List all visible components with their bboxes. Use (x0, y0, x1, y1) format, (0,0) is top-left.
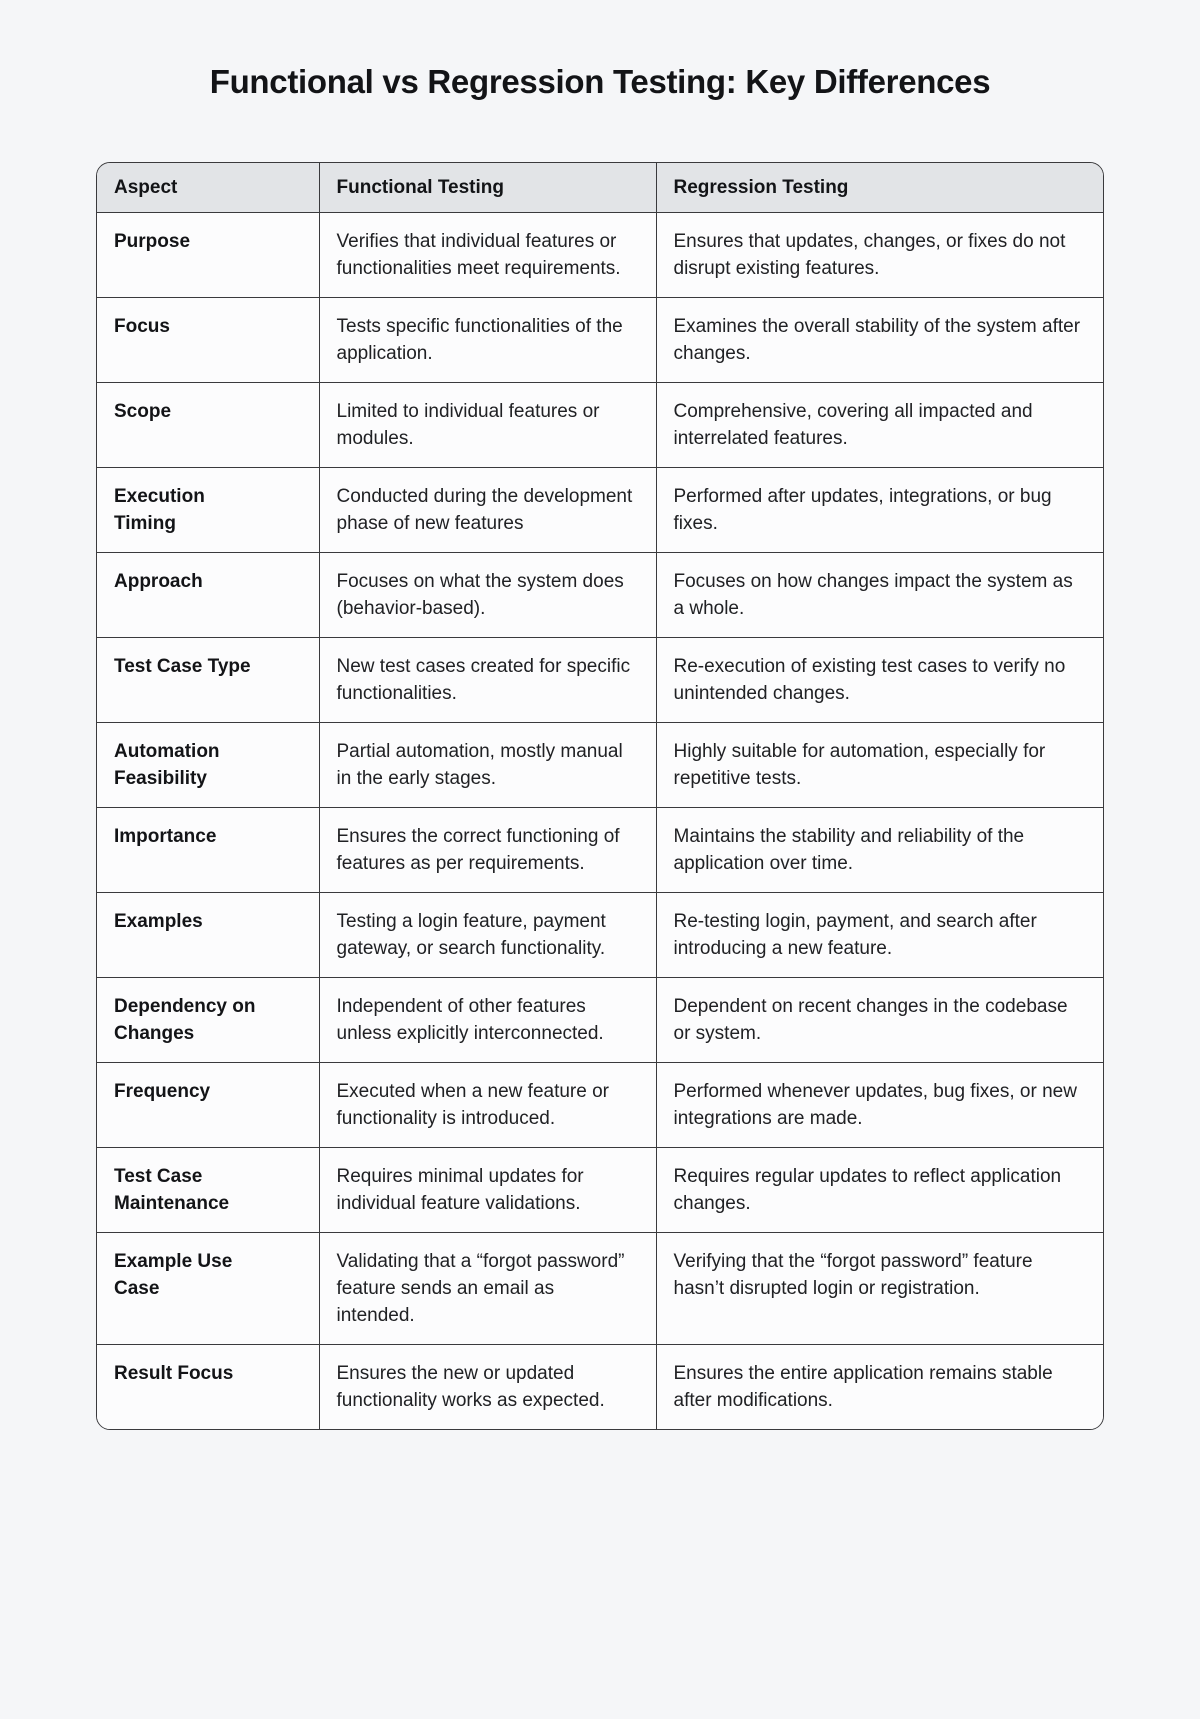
comparison-table-grid (97, 163, 1104, 1429)
page-title: Functional vs Regression Testing: Key Differences (209, 63, 991, 100)
regression-cell: Highly suitable for automation, especially for repetitive tests. (656, 723, 1104, 808)
aspect-cell (97, 638, 319, 723)
aspect-cell (97, 298, 319, 383)
functional-cell: Limited to individual features or modules. (319, 383, 656, 468)
table-row (97, 638, 1104, 723)
aspect-label: Automation Feasibility (114, 741, 220, 789)
regression-cell: Dependent on recent changes in the codebase or system. (656, 978, 1104, 1063)
functional-cell: Ensures the new or updated functionality works as expected. (319, 1345, 656, 1430)
comparison-table (96, 162, 1104, 1430)
regression-cell: Ensures the entire application remains stable after modifications. (656, 1345, 1104, 1430)
aspect-label: Test Case Type (114, 656, 251, 677)
table-row (97, 978, 1104, 1063)
aspect-label: Frequency (114, 1081, 211, 1102)
regression-cell: Focuses on how changes impact the system as a whole. (656, 553, 1104, 638)
regression-cell: Comprehensive, covering all impacted and interrelated features. (656, 383, 1104, 468)
aspect-cell (97, 213, 319, 298)
aspect-cell (97, 383, 319, 468)
table-row (97, 723, 1104, 808)
functional-cell: Partial automation, mostly manual in the early stages. (319, 723, 656, 808)
functional-cell: Testing a login feature, payment gateway, or search functionality. (319, 893, 656, 978)
aspect-label: Test Case Maintenance (114, 1166, 230, 1214)
regression-cell: Re-testing login, payment, and search after introducing a new feature. (656, 893, 1104, 978)
regression-cell: Ensures that updates, changes, or fixes do not disrupt existing features. (656, 213, 1104, 298)
table-row (97, 298, 1104, 383)
table-row (97, 1148, 1104, 1233)
regression-cell: Requires regular updates to reflect application changes. (656, 1148, 1104, 1233)
column-header-functional: Functional Testing (319, 163, 656, 213)
functional-cell: New test cases created for specific functionalities. (319, 638, 656, 723)
table-row (97, 213, 1104, 298)
functional-cell: Tests specific functionalities of the application. (319, 298, 656, 383)
table-body (97, 213, 1104, 1430)
column-header-aspect: Aspect (97, 163, 319, 213)
aspect-label: Result Focus (114, 1363, 234, 1384)
aspect-cell (97, 808, 319, 893)
functional-cell: Independent of other features unless explicitly interconnected. (319, 978, 656, 1063)
aspect-label: Purpose (114, 231, 191, 252)
regression-cell: Re-execution of existing test cases to verify no unintended changes. (656, 638, 1104, 723)
table-row (97, 1063, 1104, 1148)
aspect-label: Importance (114, 826, 217, 847)
functional-cell: Executed when a new feature or functionality is introduced. (319, 1063, 656, 1148)
aspect-label: Execution Timing (114, 486, 205, 534)
aspect-cell (97, 1233, 319, 1345)
table-row (97, 893, 1104, 978)
functional-cell: Validating that a “forgot password” feature sends an email as intended. (319, 1233, 656, 1345)
regression-cell: Performed whenever updates, bug fixes, or new integrations are made. (656, 1063, 1104, 1148)
regression-cell: Maintains the stability and reliability of the application over time. (656, 808, 1104, 893)
aspect-label: Focus (114, 316, 170, 337)
aspect-label: Dependency on Changes (114, 996, 256, 1044)
table-row (97, 468, 1104, 553)
regression-cell: Examines the overall stability of the system after changes. (656, 298, 1104, 383)
regression-cell: Performed after updates, integrations, or bug fixes. (656, 468, 1104, 553)
table-row (97, 808, 1104, 893)
table-row (97, 383, 1104, 468)
aspect-cell (97, 468, 319, 553)
table-row (97, 553, 1104, 638)
table-row (97, 1345, 1104, 1430)
aspect-cell (97, 1345, 319, 1430)
aspect-cell (97, 978, 319, 1063)
functional-cell: Verifies that individual features or functionalities meet requirements. (319, 213, 656, 298)
table-header-row (97, 163, 1104, 213)
functional-cell: Focuses on what the system does (behavior-based). (319, 553, 656, 638)
aspect-label: Example Use Case (114, 1251, 233, 1299)
column-header-regression: Regression Testing (656, 163, 1104, 213)
functional-cell: Requires minimal updates for individual feature validations. (319, 1148, 656, 1233)
aspect-cell (97, 1148, 319, 1233)
aspect-label: Scope (114, 401, 172, 422)
aspect-cell (97, 893, 319, 978)
regression-cell: Verifying that the “forgot password” feature hasn’t disrupted login or registration. (656, 1233, 1104, 1345)
aspect-cell (97, 553, 319, 638)
aspect-label: Examples (114, 911, 203, 932)
table-row (97, 1233, 1104, 1345)
functional-cell: Conducted during the development phase of new features (319, 468, 656, 553)
aspect-label: Approach (114, 571, 203, 592)
aspect-cell (97, 1063, 319, 1148)
functional-cell: Ensures the correct functioning of features as per requirements. (319, 808, 656, 893)
aspect-cell (97, 723, 319, 808)
